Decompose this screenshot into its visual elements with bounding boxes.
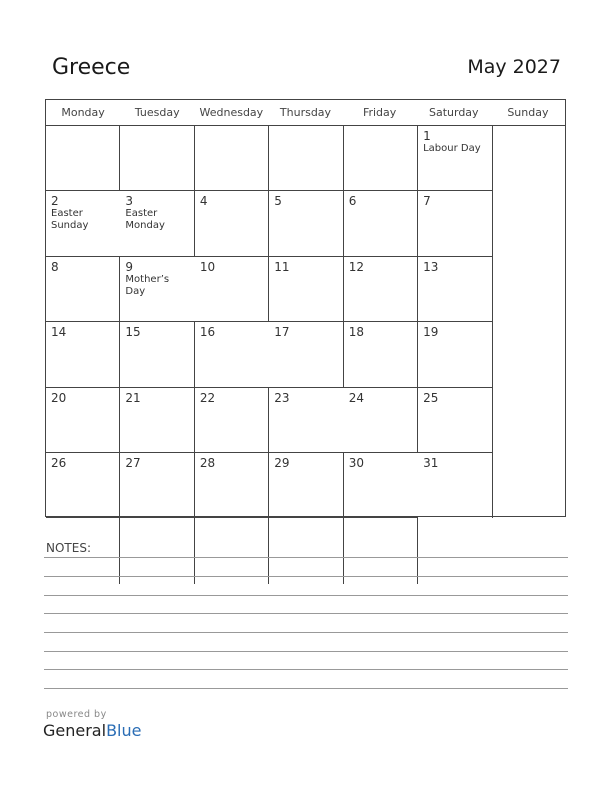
weekday-label: Monday xyxy=(61,106,105,119)
day-number: 13 xyxy=(423,259,439,274)
day-number: 15 xyxy=(125,325,141,340)
day-number: 5 xyxy=(274,194,282,209)
day-number: 14 xyxy=(51,325,67,340)
day-number: 22 xyxy=(199,390,216,405)
day-cell xyxy=(269,322,343,387)
day-number: 27 xyxy=(125,455,141,470)
day-number: 25 xyxy=(423,390,439,405)
notes-line xyxy=(44,557,568,558)
day-cell xyxy=(195,257,269,322)
day-number: 3 xyxy=(125,194,134,209)
day-cell xyxy=(195,322,269,387)
powered-by-text: powered by xyxy=(46,709,107,720)
day-cell xyxy=(418,191,492,256)
day-number: 29 xyxy=(274,455,290,470)
day-cell xyxy=(269,257,343,322)
day-cell xyxy=(269,126,343,191)
notes-line xyxy=(44,669,568,670)
day-cell xyxy=(46,388,120,453)
day-cell xyxy=(418,388,492,453)
day-number: 16 xyxy=(199,325,216,340)
day-number: 10 xyxy=(199,259,216,274)
day-cell xyxy=(195,191,269,256)
day-cell xyxy=(46,322,120,387)
calendar-grid xyxy=(45,99,566,517)
day-cell xyxy=(46,191,120,256)
day-cell xyxy=(344,518,418,583)
day-cell xyxy=(120,388,194,453)
weekday-label: Thursday xyxy=(279,106,332,119)
day-cell xyxy=(418,257,492,322)
notes-label: NOTES: xyxy=(46,541,91,555)
day-number: 26 xyxy=(51,455,67,470)
day-cell xyxy=(195,126,269,191)
day-cell xyxy=(418,126,492,191)
day-cell xyxy=(344,322,418,387)
day-cells xyxy=(46,126,565,584)
day-cell xyxy=(195,453,269,518)
day-cell xyxy=(418,453,492,518)
day-cell xyxy=(46,257,120,322)
day-cell xyxy=(120,322,194,387)
day-cell xyxy=(120,191,194,256)
day-number: 19 xyxy=(423,325,439,340)
day-cell xyxy=(269,453,343,518)
day-cell xyxy=(344,257,418,322)
day-cell xyxy=(46,126,120,191)
day-cell xyxy=(120,518,194,583)
day-number: 23 xyxy=(274,390,290,405)
day-number: 1 xyxy=(423,129,431,143)
day-number: 30 xyxy=(348,455,364,470)
day-cell xyxy=(344,453,418,518)
day-number: 31 xyxy=(423,455,439,470)
day-number: 21 xyxy=(125,390,141,405)
weekday-header xyxy=(46,100,565,126)
day-number: 9 xyxy=(125,259,134,274)
day-number: 8 xyxy=(51,259,59,274)
day-cell xyxy=(46,453,120,518)
day-number: 7 xyxy=(423,194,431,209)
day-cell xyxy=(269,191,343,256)
notes-line xyxy=(44,651,568,652)
day-cell xyxy=(344,191,418,256)
weekday-label: Tuesday xyxy=(134,106,180,119)
day-cell xyxy=(269,388,343,453)
day-number: 2 xyxy=(51,194,59,209)
weekday-label: Saturday xyxy=(428,106,479,119)
notes-line xyxy=(44,613,568,614)
day-number: 12 xyxy=(348,259,364,274)
notes-line xyxy=(44,595,568,596)
day-cell xyxy=(120,453,194,518)
holiday-label: Easter Monday xyxy=(125,208,165,232)
day-cell xyxy=(120,257,194,322)
day-cell xyxy=(418,322,492,387)
holiday-label: Mother’s Day xyxy=(125,273,170,297)
day-cell xyxy=(418,518,492,583)
day-number: 17 xyxy=(274,325,290,340)
notes-line xyxy=(44,688,568,689)
generalblue-logo[interactable] xyxy=(43,721,141,740)
brand-general: General xyxy=(43,721,107,740)
holiday-label: Labour Day xyxy=(423,143,481,154)
country-title: Greece xyxy=(52,55,131,80)
weekday-label: Sunday xyxy=(507,106,549,119)
day-number: 4 xyxy=(199,194,208,209)
day-cell xyxy=(269,518,343,583)
weekday-label: Friday xyxy=(362,106,397,119)
day-number: 6 xyxy=(348,194,357,209)
day-cell xyxy=(195,388,269,453)
day-cell xyxy=(120,126,194,191)
day-number: 24 xyxy=(348,390,364,405)
weekday-label: Wednesday xyxy=(199,106,264,119)
notes-line xyxy=(44,632,568,633)
brand-blue: Blue xyxy=(106,721,142,740)
holiday-label: Easter Sunday xyxy=(51,208,89,232)
day-number: 28 xyxy=(199,455,216,470)
day-cell xyxy=(195,518,269,583)
day-number: 20 xyxy=(51,390,67,405)
day-cell xyxy=(344,126,418,191)
day-cell xyxy=(344,388,418,453)
notes-line xyxy=(44,576,568,577)
day-number: 11 xyxy=(274,259,290,274)
day-number: 18 xyxy=(348,325,364,340)
month-title: May 2027 xyxy=(467,56,561,78)
